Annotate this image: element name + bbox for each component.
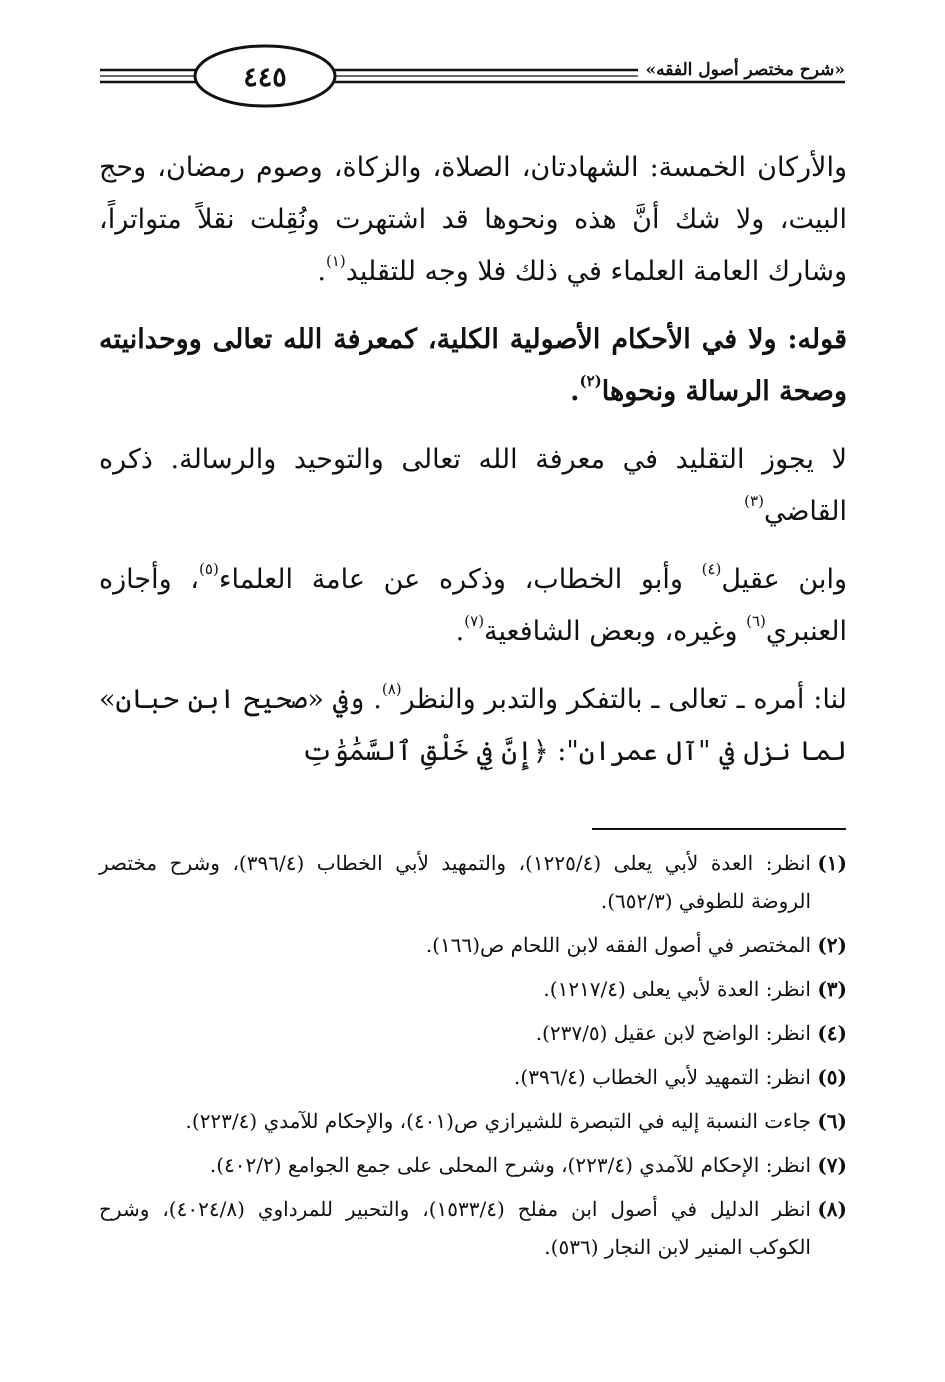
footnote-ref-7[interactable]: (٧) <box>464 612 485 630</box>
footnote-item <box>99 1058 847 1096</box>
footnote-number: (١) <box>817 851 847 875</box>
footnote-text: انظر: الواضح لابن عقيل (٢٣٧/٥). <box>535 1021 811 1045</box>
footnotes-section <box>99 844 847 1272</box>
footnote-item <box>99 926 847 964</box>
footnote-item <box>99 844 847 920</box>
footnote-text: انظر: التمهيد لأبي الخطاب (٣٩٦/٤). <box>514 1065 811 1089</box>
paragraph-1-end: . <box>317 256 326 287</box>
footnote-ref-3[interactable]: (٣) <box>744 492 764 510</box>
paragraph-3 <box>99 434 847 538</box>
footnote-item <box>99 1146 847 1184</box>
footnote-number: (٧) <box>817 1153 847 1177</box>
footnote-number: (٦) <box>817 1109 847 1133</box>
footnote-text: انظر الدليل في أصول ابن مفلح (١٥٣٣/٤)، والتحبير للمرداوي (٤٠٢٤/٨)، وشرح الكوكب المنير لابن النجار (٥٣٦). <box>99 1197 811 1259</box>
footnote-item <box>99 1014 847 1052</box>
paragraph-4-text-c: ، وأجازه العنبري <box>99 564 847 647</box>
footnote-ref-1[interactable]: (١) <box>325 252 346 270</box>
footnote-number: (٣) <box>817 977 847 1001</box>
paragraph-4-text-a: وابن عقيل <box>721 564 847 595</box>
paragraph-5 <box>99 674 847 778</box>
footnote-item <box>99 970 847 1008</box>
paragraph-4 <box>99 554 847 658</box>
footnote-item <box>99 1190 847 1266</box>
main-text <box>99 142 847 794</box>
footnote-separator <box>592 828 846 830</box>
footnote-number: (٢) <box>817 933 847 957</box>
footnote-text: انظر: الإحكام للآمدي (٢٢٣/٤)، وشرح المحلى على جمع الجوامع (٤٠٢/٢). <box>209 1153 811 1177</box>
paragraph-5-text-b: . وفي «صحيح ابن حبان» لما نزل في "آل عمران": ﴿إِنَّ فِي خَلْقِ ٱلسَّمَٰوَٰتِ <box>99 684 847 767</box>
paragraph-4-text-b: وأبو الخطاب، وذكره عن عامة العلماء <box>218 564 702 595</box>
footnote-ref-5[interactable]: (٥) <box>199 560 219 578</box>
footnote-number: (٥) <box>817 1065 847 1089</box>
footnote-item <box>99 1102 847 1140</box>
paragraph-3-text: لا يجوز التقليد في معرفة الله تعالى والتوحيد والرسالة. ذكره القاضي <box>99 444 847 527</box>
footnote-ref-2[interactable]: (٢) <box>579 372 602 390</box>
footnote-text: انظر: العدة لأبي يعلى (١٢١٧/٤). <box>543 977 811 1001</box>
paragraph-5-text-a: لنا: أمره ـ تعالى ـ بالتفكر والتدبر والنظر <box>401 684 847 715</box>
footnote-ref-4[interactable]: (٤) <box>701 560 722 578</box>
page-number: ٤٤٥ <box>243 62 287 93</box>
paragraph-4-text-d: وغيره، وبعض الشافعية <box>484 616 747 647</box>
footnote-ref-6[interactable]: (٦) <box>746 612 766 630</box>
footnote-text: المختصر في أصول الفقه لابن اللحام ص(١٦٦). <box>425 933 811 957</box>
paragraph-1 <box>99 142 847 298</box>
paragraph-2-quote <box>99 314 847 418</box>
running-title: «شرح مختصر أصول الفقه» <box>638 60 845 80</box>
paragraph-2-end: . <box>570 376 580 407</box>
footnote-number: (٤) <box>817 1021 847 1045</box>
paragraph-2-text: قوله: ولا في الأحكام الأصولية الكلية، كمعرفة الله تعالى ووحدانيته وصحة الرسالة ونحوها <box>99 324 847 407</box>
page-header <box>100 40 845 110</box>
footnote-ref-8[interactable]: (٨) <box>381 680 402 698</box>
footnote-text: جاءت النسبة إليه في التبصرة للشيرازي ص(٤٠١)، والإحكام للآمدي (٢٢٣/٤). <box>185 1109 811 1133</box>
paragraph-1-text: والأركان الخمسة: الشهادتان، الصلاة، والزكاة، وصوم رمضان، وحج البيت، ولا شك أنَّ هذه ونحوها قد اشتهرت ونُقِلت نقلاً متواتراً، وشارك العامة العلماء في ذلك فلا وجه للتقليد <box>99 152 847 287</box>
footnote-text: انظر: العدة لأبي يعلى (١٢٢٥/٤)، والتمهيد لأبي الخطاب (٣٩٦/٤)، وشرح مختصر الروضة للطوفي (٦٥٢/٣). <box>99 851 811 913</box>
footnote-number: (٨) <box>817 1197 847 1221</box>
paragraph-4-end: . <box>455 616 465 647</box>
